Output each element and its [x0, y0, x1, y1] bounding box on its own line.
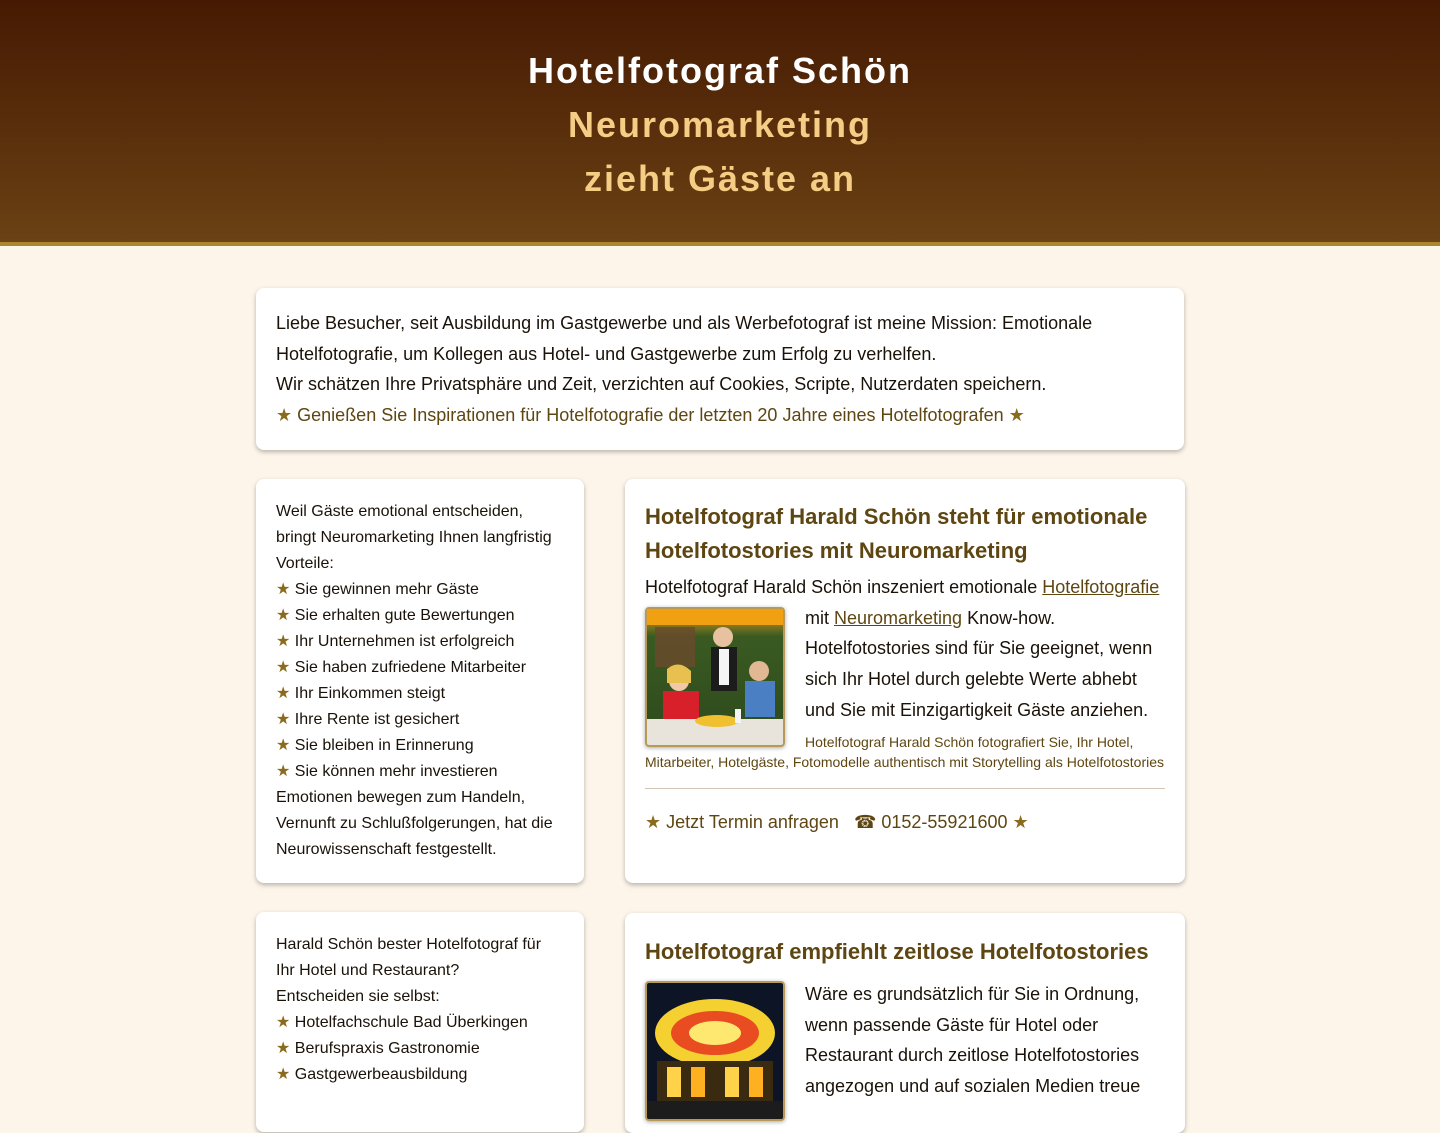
star-icon: ★ [276, 685, 291, 702]
story2-heading: Hotelfotograf empfiehlt zeitlose Hotelfotostories [645, 939, 1149, 964]
star-icon: ★ [1012, 811, 1029, 832]
benefit-text: Sie haben zufriedene Mitarbeiter [294, 659, 527, 676]
reason-item [276, 1010, 564, 1036]
benefit-text: Sie gewinnen mehr Gäste [294, 581, 479, 598]
site-subtitle-line1: Neuromarketing [567, 104, 873, 145]
benefit-item [276, 759, 564, 785]
story-paragraph-intro [645, 572, 1165, 603]
reason-item [276, 1036, 564, 1062]
appointment-cta[interactable] [645, 789, 1165, 839]
story-heading: Hotelfotograf Harald Schön steht für emotionale Hotelfotostories mit Neuromarketing [645, 504, 1148, 563]
benefit-item [276, 681, 564, 707]
hotel-night-photo-art [647, 983, 783, 1119]
intro-privacy-text: Wir schätzen Ihre Privatsphäre und Zeit, verzichten auf Cookies, Scripte, Nutzerdaten speichern. [276, 374, 1047, 395]
reason-text: Gastgewerbeausbildung [294, 1066, 468, 1083]
benefits-outro: Emotionen bewegen zum Handeln, Vernunft zu Schlußfolgerungen, hat die Neurowissenschaft festgestellt. [276, 789, 553, 858]
reasons-intro2: Entscheiden sie selbst: [276, 988, 440, 1005]
star-icon: ★ [645, 811, 662, 832]
benefit-item [276, 603, 564, 629]
phone-number[interactable]: 0152-55921600 [881, 811, 1008, 832]
benefit-text: Ihr Einkommen steigt [294, 685, 446, 702]
star-icon: ★ [276, 1066, 291, 1083]
hotel-guests-photo-art [647, 609, 783, 745]
intro-mission-text: Liebe Besucher, seit Ausbildung im Gastgewerbe und als Werbefotograf ist meine Mission: Emotionale Hotelfotografie, um Kollegen aus Hotel- und Gastgewerbe zum Erfolg zu verhelfen. [276, 313, 1093, 364]
benefit-item [276, 655, 564, 681]
hotel-guests-photo [645, 607, 785, 747]
benefits-card [256, 479, 584, 883]
intro-inspiration [276, 400, 1164, 431]
benefit-item [276, 577, 564, 603]
benefit-item [276, 733, 564, 759]
benefit-text: Ihre Rente ist gesichert [294, 711, 460, 728]
story-caption: Hotelfotograf Harald Schön fotografiert Sie, Ihr Hotel, Mitarbeiter, Hotelgäste, Fotomodelle authentisch mit Storytelling als Hotelfotostories [645, 733, 1165, 770]
appointment-link[interactable]: Jetzt Termin anfragen [666, 811, 839, 832]
story-text: Know-how. Hotelfotostories sind für Sie geeignet, wenn sich Ihr Hotel durch gelebte Werte abhebt und Sie mit Einzigartigkeit Gäste anziehen. [805, 607, 1153, 720]
star-icon: ★ [276, 633, 291, 650]
reasons-intro: Harald Schön bester Hotelfotograf für Ihr Hotel und Restaurant? [276, 936, 542, 979]
site-title: Hotelfotograf Schön [528, 50, 912, 91]
star-icon: ★ [276, 405, 293, 426]
star-icon: ★ [276, 763, 291, 780]
story-text: mit [805, 607, 834, 628]
story2-card [625, 913, 1185, 1133]
site-header [0, 0, 1440, 246]
benefit-text: Sie erhalten gute Bewertungen [294, 607, 515, 624]
hotelfotografie-link[interactable]: Hotelfotografie [1042, 577, 1160, 597]
reason-text: Berufspraxis Gastronomie [294, 1040, 480, 1057]
hotel-night-photo [645, 981, 785, 1121]
star-icon: ★ [276, 659, 291, 676]
benefit-text: Ihr Unternehmen ist erfolgreich [294, 633, 515, 650]
star-icon: ★ [1008, 405, 1025, 426]
benefit-text: Sie können mehr investieren [294, 763, 498, 780]
star-icon: ★ [276, 711, 291, 728]
star-icon: ★ [276, 1014, 291, 1031]
story-card [625, 479, 1185, 883]
reason-item [276, 1062, 564, 1088]
intro-card [256, 288, 1184, 450]
star-icon: ★ [276, 607, 291, 624]
star-icon: ★ [276, 1040, 291, 1057]
star-icon: ★ [276, 581, 291, 598]
star-icon: ★ [276, 737, 291, 754]
reasons-card [256, 912, 584, 1132]
benefit-item [276, 707, 564, 733]
neuromarketing-link[interactable]: Neuromarketing [834, 607, 963, 628]
benefit-text: Sie bleiben in Erinnerung [294, 737, 474, 754]
benefit-item [276, 629, 564, 655]
benefits-intro: Weil Gäste emotional entscheiden, bringt Neuromarketing Ihnen langfristig Vorteile: [276, 503, 552, 572]
site-subtitle-line2: zieht Gäste an [583, 158, 857, 199]
phone-icon: ☎ [853, 811, 877, 832]
story2-paragraph: Wäre es grundsätzlich für Sie in Ordnung, wenn passende Gäste für Hotel oder Restaurant durch zeitlose Hotelfotostories angezogen und auf sozialen Medien treue [805, 984, 1141, 1097]
story-text: Hotelfotograf Harald Schön inszeniert emotionale [645, 577, 1043, 597]
intro-inspiration-text: Genießen Sie Inspirationen für Hotelfotografie der letzten 20 Jahre eines Hotelfotografen [297, 405, 1004, 426]
reason-text: Hotelfachschule Bad Überkingen [294, 1014, 528, 1031]
